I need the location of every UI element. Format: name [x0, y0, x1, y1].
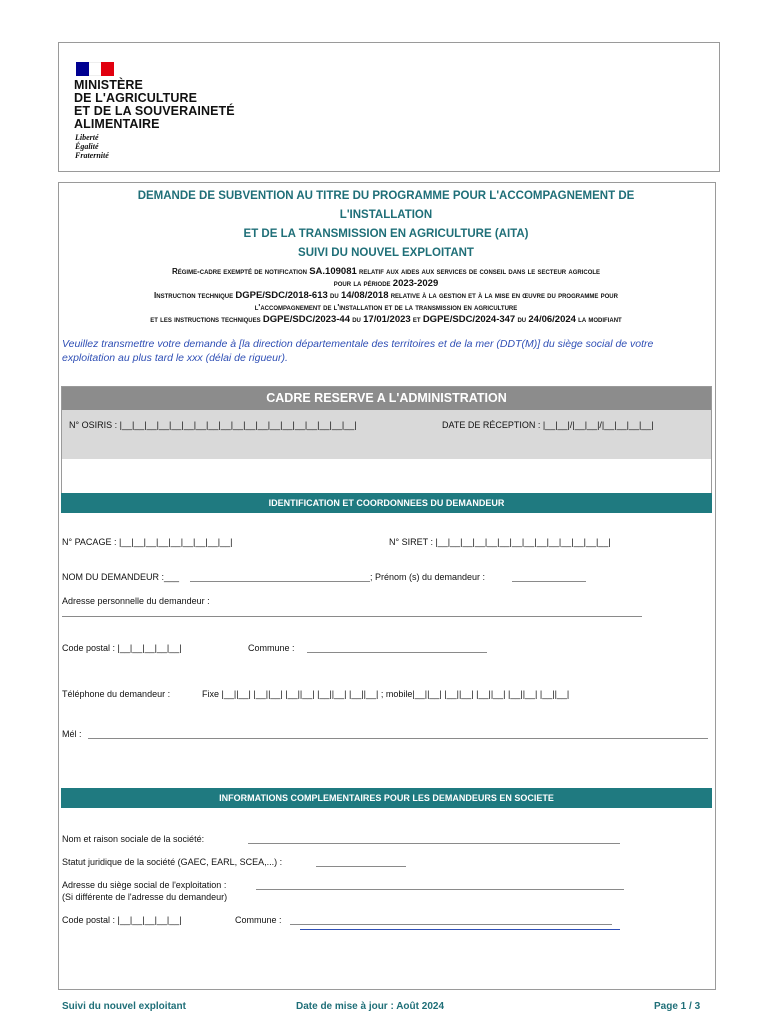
statut-input[interactable] [316, 866, 406, 867]
mel-input[interactable] [88, 738, 708, 739]
raison-sociale-label: Nom et raison sociale de la société: [62, 834, 205, 844]
regime-text: du [330, 291, 339, 300]
admin-section-title: CADRE RESERVE A L'ADMINISTRATION [62, 387, 711, 410]
page-title [60, 187, 712, 263]
societe-commune-underline [300, 929, 620, 930]
regime-date: 17/01/2023 [363, 314, 411, 325]
flag-red [101, 62, 114, 76]
regime-text: l'accompagnement de l'installation et de la transmission en agriculture [254, 303, 518, 312]
motto-line: Liberté [75, 133, 99, 142]
regime-text: pour la période [333, 279, 391, 288]
regime-text: relative à la gestion et à la mise en œuvre du programme pour [390, 291, 618, 300]
osiris-field[interactable]: N° OSIRIS : |__|__|__|__|__|__|__|__|__|__|__|__|__|__|__|__|__|__|__| [69, 420, 357, 430]
prenom-input[interactable] [512, 581, 586, 582]
regime-date: 24/06/2024 [528, 314, 576, 325]
raison-sociale-input[interactable] [248, 843, 620, 844]
regime-text: du [517, 315, 527, 324]
republic-motto [75, 133, 109, 160]
ministry-line: ALIMENTAIRE [74, 117, 160, 131]
note-line: Veuillez transmettre votre demande à [la direction départementale des territoires et de la mer (DDT(M)] du siège social de votre [62, 338, 654, 350]
adresse-siege-input[interactable] [256, 889, 624, 890]
adresse-siege-note: (Si différente de l'adresse du demandeur) [62, 892, 228, 902]
societe-commune-label: Commune : [235, 915, 282, 925]
statut-label: Statut juridique de la société (GAEC, EARL, SCEA,...) : [62, 857, 283, 867]
ministry-line: MINISTÈRE [74, 78, 143, 92]
title-line: L'INSTALLATION [339, 209, 433, 221]
submission-note [62, 337, 712, 365]
regime-text: et les instructions techniques [150, 315, 261, 324]
flag-white [89, 62, 101, 76]
admin-section [61, 386, 712, 494]
regime-ref: DGPE/SDC/2023-44 [262, 314, 350, 325]
adresse-input[interactable] [62, 616, 642, 617]
regime-text: du [352, 315, 361, 324]
title-line: SUIVI DU NOUVEL EXPLOITANT [298, 247, 474, 259]
nom-label: NOM DU DEMANDEUR :___ [62, 572, 180, 582]
reception-date-field[interactable]: DATE DE RÉCEPTION : |__|__|/|__|__|/|__|__|__|__| [442, 420, 654, 430]
motto-line: Fraternité [75, 151, 109, 160]
footer-page-number: Page 1 / 3 [654, 1001, 701, 1012]
societe-section-title: INFORMATIONS COMPLEMENTAIRES POUR LES DEMANDEURS EN SOCIETE [61, 788, 712, 808]
ministry-name [74, 79, 235, 131]
societe-commune-input[interactable] [290, 924, 612, 925]
identification-section-title: IDENTIFICATION ET COORDONNEES DU DEMANDEUR [61, 493, 712, 513]
footer-center: Date de mise à jour : Août 2024 [296, 1001, 445, 1012]
regime-ref: SA.109081 [309, 266, 357, 277]
regime-text: et [412, 315, 421, 324]
admin-fields-area [62, 410, 711, 459]
regime-text: relatif aux aides aux services de conseil dans le secteur agricole [359, 267, 601, 276]
marianne-logo [76, 62, 114, 76]
note-line: exploitation au plus tard le xxx (délai de rigueur). [62, 352, 288, 364]
code-postal-field[interactable]: Code postal : |__|__|__|__|__| [62, 643, 182, 653]
mel-label: Mél : [62, 729, 82, 739]
motto-line: Égalité [75, 142, 99, 151]
title-line: DEMANDE DE SUBVENTION AU TITRE DU PROGRAMME POUR L'ACCOMPAGNEMENT DE [137, 190, 635, 202]
pacage-field[interactable]: N° PACAGE : |__|__|__|__|__|__|__|__|__| [62, 537, 233, 547]
regime-text: Instruction technique [154, 291, 234, 300]
commune-label: Commune : [248, 643, 295, 653]
regime-text: la modifiant [578, 315, 622, 324]
flag-blue [76, 62, 89, 76]
regime-text: Régime-cadre exempté de notification [171, 267, 307, 276]
title-line: ET DE LA TRANSMISSION EN AGRICULTURE (AITA) [243, 228, 529, 240]
adresse-label: Adresse personnelle du demandeur : [62, 596, 210, 606]
nom-input[interactable] [190, 581, 370, 582]
regime-ref: DGPE/SDC/2018-613 [235, 290, 328, 301]
regime-ref: DGPE/SDC/2024-347 [422, 314, 516, 325]
regime-period: 2023-2029 [392, 278, 439, 289]
header-box [58, 42, 720, 172]
societe-code-postal-field[interactable]: Code postal : |__|__|__|__|__| [62, 915, 182, 925]
ministry-line: ET DE LA SOUVERAINETÉ [74, 104, 235, 118]
telephone-label: Téléphone du demandeur : [62, 689, 171, 699]
prenom-label: ; Prénom (s) du demandeur : [370, 572, 486, 582]
regulatory-references [60, 266, 712, 326]
commune-input[interactable] [307, 652, 487, 653]
telephone-field[interactable]: Fixe |__||__| |__||__| |__||__| |__||__| |__||__| ; mobile|__||__| |__||__| |__||__| |__||__| |__||__| [202, 689, 570, 699]
ministry-line: DE L'AGRICULTURE [74, 91, 198, 105]
footer-left: Suivi du nouvel exploitant [62, 1001, 186, 1012]
adresse-siege-label: Adresse du siège social de l'exploitation : [62, 880, 227, 890]
regime-date: 14/08/2018 [340, 290, 389, 301]
siret-field[interactable]: N° SIRET : |__|__|__|__|__|__|__|__|__|__|__|__|__|__| [389, 537, 611, 547]
